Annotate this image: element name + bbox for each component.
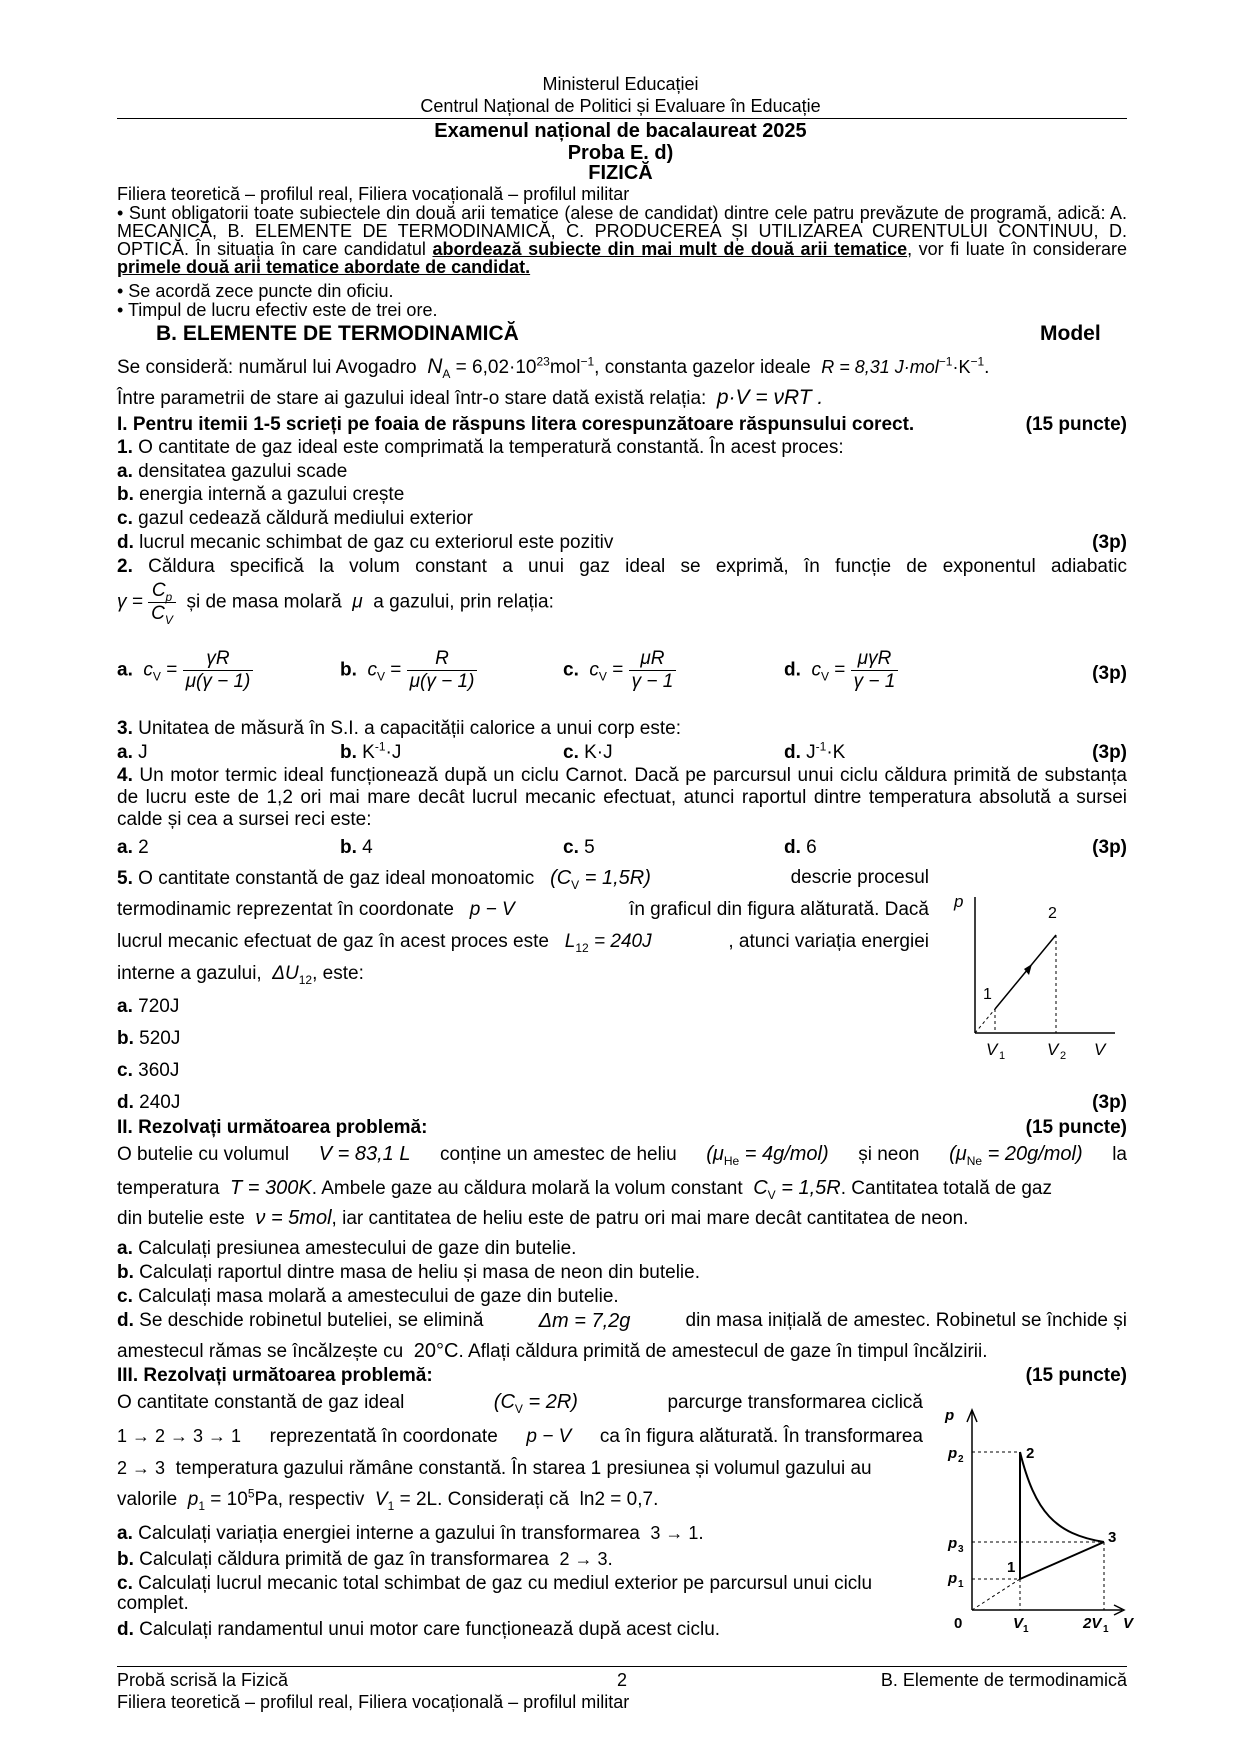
part3-title-row bbox=[117, 1364, 1127, 1388]
q5-origin-dash bbox=[975, 1009, 995, 1033]
p2-l2a: temperatura bbox=[117, 1178, 220, 1199]
q2-c-lhs: c bbox=[589, 659, 599, 681]
constants-text: Se consideră: numărul lui Avogadro bbox=[117, 357, 417, 378]
q5-du: ΔU bbox=[272, 963, 299, 984]
p2-l1a: O butelie cu volumul bbox=[117, 1144, 290, 1165]
q4-a-label: a. bbox=[117, 837, 133, 858]
p2-l1b: conține un amestec de heliu bbox=[440, 1144, 677, 1165]
q4-options bbox=[117, 836, 1127, 860]
p3-item-a: a. Calculați variația energiei interne a gazului în transformarea 3 → 1. bbox=[117, 1523, 704, 1544]
p3-l4c: . Considerați că bbox=[437, 1489, 570, 1510]
p3-p1-sub: 1 bbox=[958, 1579, 964, 1590]
footer-profile: Filiera teoretică – profilul real, Filiera vocațională – profilul militar bbox=[117, 1692, 630, 1712]
q5-cv: (C bbox=[550, 867, 572, 889]
q4-points: (3p) bbox=[1092, 837, 1127, 858]
p3-b-text: Calculați căldura primită de gaz în transformarea bbox=[133, 1549, 549, 1570]
p3-c-text: Calculați lucrul mecanic total schimbat de gaz cu mediul exterior pe parcursul unui ciclu complet. bbox=[117, 1573, 873, 1614]
q4-a-text: 2 bbox=[132, 837, 149, 858]
q2-b-fraction bbox=[407, 648, 478, 693]
p2-item-c bbox=[117, 1285, 1127, 1309]
p3-l1a: O cantitate constantă de gaz ideal bbox=[117, 1392, 405, 1413]
p3-cv-sym: (C bbox=[493, 1391, 515, 1413]
p3-cv-val: = 2R) bbox=[522, 1391, 578, 1413]
p3-p2-sub: 2 bbox=[958, 1454, 964, 1465]
q5-du-sub: 12 bbox=[298, 972, 313, 987]
p3-ln2: ln2 = 0,7 bbox=[579, 1489, 654, 1510]
part2-title-row bbox=[117, 1116, 1127, 1140]
constants-line: Se consideră: numărul lui Avogadro $N_A = 6,02\cdot 10^{23}mol^{-1}$, constanta gazelor ideale R = 8,31 $J\cdot mol^{-1}\cdot K^{-1}$. bbox=[117, 354, 990, 381]
q5-c-text: 360J bbox=[132, 1060, 180, 1081]
q4-stem bbox=[117, 765, 1127, 831]
p3-state-3-label: 3 bbox=[1108, 1529, 1117, 1546]
p2-item-a bbox=[117, 1237, 1127, 1261]
p3-v1-sub: 1 bbox=[387, 1498, 395, 1513]
q5-line3 bbox=[117, 930, 929, 954]
q3-text: Unitatea de măsură în S.I. a capacității calorice a unui corp este: bbox=[132, 718, 681, 739]
q2-options bbox=[117, 648, 1127, 704]
part3-points: (15 puncte) bbox=[1025, 1365, 1127, 1386]
q3-b-tail: ·J bbox=[385, 742, 402, 763]
q5-cv-sub: V bbox=[571, 877, 580, 892]
part3-line3 bbox=[117, 1456, 923, 1481]
q3-b-exp: -1 bbox=[374, 739, 386, 754]
q4-c-label: c. bbox=[563, 837, 579, 858]
q2-d-den: γ − 1 bbox=[853, 671, 896, 692]
footer-right: B. Elemente de termodinamică bbox=[880, 1670, 1127, 1690]
q2-d-lhs-sub: V bbox=[820, 669, 829, 684]
q5-line2 bbox=[117, 898, 929, 922]
q5-pv: p − V bbox=[469, 899, 515, 920]
cv-sub: V bbox=[164, 612, 173, 627]
q5-d-text: 240J bbox=[133, 1092, 181, 1113]
q1-c-label: c. bbox=[117, 508, 133, 529]
part2-points: (15 puncte) bbox=[1025, 1117, 1127, 1138]
q3-option-c bbox=[563, 741, 613, 765]
p3-item-c bbox=[117, 1574, 923, 1614]
p3-v1-label: V bbox=[1013, 1615, 1024, 1632]
p2-item-b bbox=[117, 1261, 1127, 1285]
q5-axis-p-label: p bbox=[954, 892, 964, 911]
p3-pv-graph bbox=[940, 1402, 1135, 1637]
p3-a-text: Calculați variația energiei interne a gazului în transformarea bbox=[132, 1523, 640, 1544]
q5-line4b: , este: bbox=[312, 963, 364, 984]
q4-option-c bbox=[563, 836, 595, 860]
q2-option-a: a. $c_V$ = $\frac{\gamma R}{\mu(\gamma - 1)}$ bbox=[117, 648, 253, 693]
p3-a-label: a. bbox=[117, 1523, 133, 1544]
p3-p1: p bbox=[187, 1489, 199, 1510]
q2-c-label: c. bbox=[563, 659, 579, 681]
q4-option-d bbox=[784, 836, 817, 860]
p3-p3-label: p bbox=[948, 1535, 958, 1552]
q3-option-a bbox=[117, 741, 148, 765]
rule1-bold2: primele două arii tematice abordate de candidat. bbox=[117, 257, 531, 277]
part1-title: I. Pentru itemii 1-5 scrieți pe foaia de răspuns litera corespunzătoare răspunsului corect. bbox=[117, 414, 915, 435]
p3-p2-label: p bbox=[948, 1445, 958, 1462]
part1-points: (15 puncte) bbox=[1025, 414, 1127, 435]
na-value: = 6,02·10 bbox=[450, 357, 537, 378]
q1-b-text: energia internă a gazului crește bbox=[133, 484, 405, 505]
q4-b-text: 4 bbox=[356, 837, 373, 858]
q5-v1-label: V bbox=[986, 1040, 998, 1059]
p2-volume: V = 83,1 L bbox=[318, 1143, 411, 1165]
relation-text: Între parametrii de stare ai gazului ideal într-o stare dată există relația: bbox=[117, 388, 707, 409]
relation-line bbox=[117, 386, 1127, 411]
r-exp2: −1 bbox=[970, 354, 985, 369]
q4-number: 4. bbox=[117, 765, 133, 786]
part2-line1 bbox=[117, 1142, 1127, 1167]
p3-2v1-label: 2V bbox=[1083, 1615, 1102, 1632]
rule1-mid: , vor fi luate în considerare bbox=[907, 239, 1127, 259]
p2-dm: Δm = 7,2g bbox=[538, 1310, 631, 1332]
q2-c-lhs-sub: V bbox=[598, 669, 607, 684]
part2-line3 bbox=[117, 1206, 1127, 1231]
exam-title: Examenul național de bacalaureat 2025 bbox=[434, 120, 807, 142]
q3-option-b bbox=[340, 741, 401, 765]
q3-stem bbox=[117, 717, 1127, 741]
p2-l3b: , iar cantitatea de heliu este de patru ori mai mare decât cantitatea de neon. bbox=[331, 1208, 969, 1229]
p3-l3b: temperatura gazului rămâne constantă. În starea 1 presiunea și volumul gazului au bbox=[175, 1458, 872, 1479]
model-label: Model bbox=[1040, 322, 1101, 345]
gamma-fraction bbox=[148, 580, 176, 625]
q5-line2a: termodinamic reprezentat în coordonate bbox=[117, 899, 454, 920]
na-sub: A bbox=[442, 366, 451, 381]
q3-d-exp: -1 bbox=[815, 739, 827, 754]
q1-option-b bbox=[117, 483, 1127, 507]
q2-a-lhs: c bbox=[143, 659, 153, 681]
p3-t23: 2 → 3 bbox=[117, 1458, 166, 1478]
q5-b-text: 520J bbox=[133, 1028, 181, 1049]
p3-zero-label: 0 bbox=[954, 1615, 963, 1632]
q5-v2-label: V bbox=[1047, 1040, 1059, 1059]
q5-a-label: a. bbox=[117, 996, 133, 1017]
q2-option-d: d. $c_V$ = $\frac{\text{μγR}}{\gamma - 1}$ bbox=[784, 648, 898, 693]
q2-b-num: R bbox=[407, 648, 478, 671]
cp-symbol: C bbox=[151, 580, 166, 601]
exam-rules bbox=[117, 204, 1127, 276]
q5-option-a bbox=[117, 995, 179, 1019]
p2-mu-he-sub: He bbox=[723, 1153, 740, 1168]
q3-d-text: J bbox=[800, 742, 816, 763]
q5-c-label: c. bbox=[117, 1060, 133, 1081]
p2-c-label: c. bbox=[117, 1286, 133, 1307]
p2-cv: C bbox=[753, 1177, 768, 1199]
p3-c-label: c. bbox=[117, 1573, 133, 1594]
p3-state-2-label: 2 bbox=[1026, 1445, 1035, 1462]
p2-a-text: Calculați presiunea amestecului de gaze din butelie. bbox=[132, 1238, 577, 1259]
q1-stem bbox=[117, 436, 1127, 460]
q5-process-line bbox=[995, 935, 1056, 1009]
rule3: • Timpul de lucru efectiv este de trei ore. bbox=[117, 300, 438, 320]
q5-line4 bbox=[117, 962, 364, 986]
q2-text2: și de masa molară bbox=[186, 591, 342, 613]
q3-points: (3p) bbox=[1092, 742, 1127, 763]
q4-option-a bbox=[117, 836, 149, 860]
q5-l12-val: = 240J bbox=[588, 931, 652, 952]
subject-title: FIZICĂ bbox=[588, 162, 653, 184]
q2-gamma-line bbox=[117, 580, 554, 625]
p3-origin-dash bbox=[972, 1579, 1020, 1610]
q3-d-label: d. bbox=[784, 742, 801, 763]
q3-a-label: a. bbox=[117, 742, 133, 763]
q1-a-label: a. bbox=[117, 461, 133, 482]
gamma-symbol: γ = bbox=[117, 591, 143, 613]
r-value: R = 8,31 J·mol bbox=[821, 357, 939, 377]
ministry-name: Ministerul Educației bbox=[542, 74, 699, 94]
p2-item-d-line2 bbox=[117, 1339, 1127, 1364]
q2-a-fraction bbox=[183, 648, 254, 693]
q5-line3a: lucrul mecanic efectuat de gaz în acest proces este bbox=[117, 931, 549, 952]
p3-l1b: parcurge transformarea ciclică bbox=[667, 1392, 923, 1413]
p3-d-text: Calculați randamentul unui motor care funcționează după acest ciclu. bbox=[133, 1619, 721, 1640]
q2-option-c: c. $c_V$ = $\frac{\mu R}{\gamma - 1}$ bbox=[563, 648, 676, 693]
q5-line3b: , atunci variația energiei bbox=[728, 931, 929, 952]
proba-label: Proba E. d) bbox=[567, 142, 674, 164]
q3-number: 3. bbox=[117, 718, 133, 739]
p2-d-line2b: . Aflați căldura primită de amestecul de gaze în timpul încălzirii. bbox=[458, 1341, 988, 1362]
q1-number: 1. bbox=[117, 437, 133, 458]
part2-title: II. Rezolvați următoarea problemă: bbox=[117, 1117, 428, 1138]
part3-line4: valorile $p_1 = 10^5Pa$, respectiv $V_1 = 2L$. Considerați că ln2 = 0,7. bbox=[117, 1486, 659, 1513]
q5-a-text: 720J bbox=[132, 996, 180, 1017]
q2-text3: a gazului, prin relația: bbox=[373, 591, 554, 613]
rule1-text: • Sunt obligatorii toate subiectele din două arii tematice (alese de candidat) dintre cele patru prevăzute de programă, adică: A. MECANICĂ, B. ELEMENTE DE TERMODINAMICĂ, C. PRODUCEREA ȘI UTILIZAREA CURENTULUI CONTINUU, D. OPTICĂ. În situația în care candidatul bbox=[117, 203, 1127, 259]
q2-b-label: b. bbox=[340, 659, 357, 681]
q5-points: (3p) bbox=[1092, 1092, 1127, 1113]
footer-page-number: 2 bbox=[617, 1670, 628, 1690]
q4-d-text: 6 bbox=[800, 837, 817, 858]
q1-points: (3p) bbox=[1092, 532, 1127, 553]
p2-l1c: și neon bbox=[858, 1144, 920, 1165]
footer-left: Probă scrisă la Fizică bbox=[117, 1670, 289, 1690]
q5-v2-sub: 2 bbox=[1060, 1050, 1067, 1060]
na-exp: 23 bbox=[536, 354, 550, 369]
q3-c-text: K·J bbox=[578, 742, 613, 763]
q4-c-text: 5 bbox=[578, 837, 595, 858]
p2-a-label: a. bbox=[117, 1238, 133, 1259]
p3-state-1-label: 1 bbox=[1007, 1559, 1016, 1576]
q2-b-lhs-sub: V bbox=[376, 669, 385, 684]
mu-symbol: μ bbox=[352, 591, 363, 613]
p2-mu-he-sym: (μ bbox=[706, 1143, 724, 1165]
p3-v1-val: = 2L bbox=[394, 1489, 438, 1510]
q5-axis-v-label: V bbox=[1094, 1040, 1106, 1059]
q2-a-label: a. bbox=[117, 659, 133, 681]
p3-l4b: , respectiv bbox=[277, 1489, 365, 1510]
q2-stem bbox=[117, 555, 1127, 579]
p3-axis-v-label: V bbox=[1123, 1615, 1134, 1632]
p2-temp: T = 300K bbox=[230, 1177, 312, 1199]
q5-line4a: interne a gazului, bbox=[117, 963, 262, 984]
q1-d-text: lucrul mecanic schimbat de gaz cu exteriorul este pozitiv bbox=[133, 532, 614, 553]
q2-c-num: μR bbox=[629, 648, 677, 671]
q2-a-num: γR bbox=[183, 648, 254, 671]
q1-option-c bbox=[117, 507, 1127, 531]
header-rule bbox=[117, 118, 1127, 119]
q1-d-label: d. bbox=[117, 532, 134, 553]
part3-title: III. Rezolvați următoarea problemă: bbox=[117, 1365, 433, 1386]
q2-text: Căldura specifică la volum constant a unui gaz ideal se exprimă, în funcție de exponentul adiabatic bbox=[132, 556, 1127, 577]
q4-d-label: d. bbox=[784, 837, 801, 858]
na-unit: mol bbox=[549, 357, 581, 378]
p2-dt: 20°C bbox=[413, 1340, 459, 1362]
p3-b-label: b. bbox=[117, 1549, 134, 1570]
p3-cv bbox=[494, 1390, 578, 1415]
p2-b-text: Calculați raportul dintre masa de heliu și masa de neon din butelie. bbox=[133, 1262, 700, 1283]
q5-text-b: descrie procesul bbox=[790, 867, 929, 888]
cv-symbol: C bbox=[151, 603, 165, 624]
q2-b-lhs: c bbox=[367, 659, 377, 681]
part3-line1 bbox=[117, 1390, 923, 1415]
q2-c-den: γ − 1 bbox=[631, 671, 674, 692]
q5-pv-graph bbox=[950, 885, 1125, 1060]
p3-p1-exp: 5 bbox=[247, 1486, 255, 1501]
p3-p1-val: = 10 bbox=[205, 1489, 248, 1510]
p2-mu-he bbox=[706, 1142, 828, 1167]
p2-d-text1: Se deschide robinetul buteliei, se elimină bbox=[133, 1310, 484, 1331]
p2-mu-ne bbox=[949, 1142, 1083, 1167]
na-unit-exp: −1 bbox=[580, 354, 595, 369]
p3-v1: V bbox=[374, 1489, 388, 1510]
p2-l3a: din butelie este bbox=[117, 1208, 245, 1229]
q1-option-a bbox=[117, 460, 1127, 484]
p2-nu: ν = 5mol bbox=[255, 1207, 332, 1229]
p3-pv: p − V bbox=[526, 1426, 572, 1447]
part2-line2 bbox=[117, 1176, 1127, 1201]
q1-option-d bbox=[117, 531, 1127, 555]
p3-process-31 bbox=[1020, 1542, 1104, 1579]
q4-text: Un motor termic ideal funcționează după un ciclu Carnot. Dacă pe parcursul unui ciclu căldura primită de substanța de lucru este de 1,2 ori mai mare decât lucrul mecanic efectuat, atunci raportul dintre temperatura absolută a sursei calde și cea a sursei reci este: bbox=[117, 765, 1127, 830]
q2-d-fraction bbox=[851, 648, 899, 693]
p2-d-line2a: amestecul rămas se încălzește cu bbox=[117, 1341, 404, 1362]
center-name: Centrul Național de Politici și Evaluare în Educație bbox=[420, 96, 821, 116]
p3-p1-unit: Pa bbox=[254, 1489, 278, 1510]
q3-d-tail: ·K bbox=[826, 742, 846, 763]
p3-item-b: b. Calculați căldura primită de gaz în transformarea 2 → 3. bbox=[117, 1549, 613, 1570]
na-symbol: N bbox=[427, 355, 443, 378]
p3-v1-sub: 1 bbox=[1023, 1624, 1029, 1635]
q2-d-num: μγR bbox=[851, 648, 899, 671]
section-title: B. ELEMENTE DE TERMODINAMICĂ bbox=[156, 322, 519, 345]
p3-item-d bbox=[117, 1618, 720, 1642]
p3-2v1-sub: 1 bbox=[1103, 1624, 1109, 1635]
p2-b-label: b. bbox=[117, 1262, 134, 1283]
r-exp1: −1 bbox=[938, 354, 953, 369]
p2-mu-ne-val: = 20g/mol) bbox=[982, 1143, 1083, 1165]
p2-l2b: . Ambele gaze au căldura molară la volum constant bbox=[311, 1178, 743, 1199]
p2-mu-ne-sub: Ne bbox=[966, 1153, 983, 1168]
p2-cv-val: = 1,5R bbox=[775, 1177, 841, 1199]
p3-l2a: reprezentată în coordonate bbox=[269, 1426, 498, 1447]
q2-d-lhs: c bbox=[811, 659, 821, 681]
q2-d-label: d. bbox=[784, 659, 801, 681]
p2-item-d bbox=[117, 1309, 1127, 1333]
p2-l1d: la bbox=[1112, 1144, 1127, 1165]
footer-rule bbox=[117, 1666, 1127, 1667]
q1-a-text: densitatea gazului scade bbox=[132, 461, 348, 482]
p3-process-23 bbox=[1020, 1452, 1104, 1542]
q3-b-text: K bbox=[356, 742, 375, 763]
p3-a-tr: 3 → 1 bbox=[650, 1523, 699, 1543]
q5-option-d bbox=[117, 1091, 1127, 1115]
q5-l12: L bbox=[564, 931, 576, 952]
part1-title-row bbox=[117, 413, 1127, 437]
q5-line2b: în graficul din figura alăturată. Dacă bbox=[629, 899, 929, 920]
q3-b-label: b. bbox=[340, 742, 357, 763]
q1-b-label: b. bbox=[117, 484, 134, 505]
p3-b-tr: 2 → 3 bbox=[559, 1549, 608, 1569]
p3-l2b: ca în figura alăturată. În transformarea bbox=[599, 1426, 923, 1447]
q1-c-text: gazul cedează căldură mediului exterior bbox=[132, 508, 473, 529]
q5-text: O cantitate constantă de gaz ideal monoatomic bbox=[132, 868, 535, 889]
relation-formula: p·V = νRT . bbox=[716, 386, 824, 409]
q5-cv-tail: = 1,5R) bbox=[579, 867, 651, 889]
q3-c-label: c. bbox=[563, 742, 579, 763]
p2-c-text: Calculați masa molară a amestecului de gaze din butelie. bbox=[132, 1286, 619, 1307]
p3-p1-label: p bbox=[948, 1570, 958, 1587]
q1-text: O cantitate de gaz ideal este comprimată la temperatură constantă. În acest proces: bbox=[132, 437, 844, 458]
q5-l12-sub: 12 bbox=[575, 940, 589, 955]
p3-axis-p-label: p bbox=[945, 1407, 955, 1424]
q5-line1 bbox=[117, 866, 929, 891]
q2-a-lhs-sub: V bbox=[152, 669, 161, 684]
q2-c-fraction bbox=[629, 648, 677, 693]
p3-cycle: 1 → 2 → 3 → 1 bbox=[117, 1426, 242, 1446]
rule1-bold: abordează subiecte din mai mult de două arii tematice bbox=[432, 239, 908, 259]
p2-mu-ne-sym: (μ bbox=[949, 1143, 967, 1165]
q5-state-1-label: 1 bbox=[983, 986, 992, 1003]
q3-a-text: J bbox=[132, 742, 148, 763]
q3-options bbox=[117, 741, 1127, 765]
p3-d-label: d. bbox=[117, 1619, 134, 1640]
q5-state-2-label: 2 bbox=[1048, 905, 1057, 922]
q2-b-den: μ(γ − 1) bbox=[409, 671, 475, 692]
q3-option-d bbox=[784, 741, 845, 765]
p3-cv-sub: V bbox=[514, 1401, 523, 1416]
p3-p3-sub: 3 bbox=[958, 1544, 964, 1555]
constants-text-b: , constanta gazelor ideale bbox=[594, 357, 811, 378]
q5-v1-sub: 1 bbox=[999, 1050, 1006, 1060]
p2-cv-sub: V bbox=[767, 1187, 776, 1202]
p2-mu-he-val: = 4g/mol) bbox=[739, 1143, 829, 1165]
q5-b-label: b. bbox=[117, 1028, 134, 1049]
part3-line2 bbox=[117, 1424, 923, 1449]
cp-sub: p bbox=[165, 589, 173, 604]
q2-option-b: b. $c_V$ = $\frac{R}{\mu(\gamma - 1)}$ bbox=[340, 648, 477, 693]
profile-line: Filiera teoretică – profilul real, Filiera vocațională – profilul militar bbox=[117, 184, 630, 204]
p2-l2c: . Cantitatea totală de gaz bbox=[840, 1178, 1052, 1199]
p3-l4a: valorile bbox=[117, 1489, 178, 1510]
p2-d-text2: din masa inițială de amestec. Robinetul se închide și bbox=[685, 1310, 1127, 1331]
q5-number: 5. bbox=[117, 868, 133, 889]
q2-number: 2. bbox=[117, 556, 133, 577]
q2-a-den: μ(γ − 1) bbox=[185, 671, 251, 692]
q2-points: (3p) bbox=[1092, 663, 1127, 684]
q4-option-b bbox=[340, 836, 373, 860]
p3-p1-sub: 1 bbox=[198, 1498, 206, 1513]
q5-option-c bbox=[117, 1059, 179, 1083]
p2-d-label: d. bbox=[117, 1310, 134, 1331]
q5-d-label: d. bbox=[117, 1092, 134, 1113]
rule2: • Se acordă zece puncte din oficiu. bbox=[117, 281, 394, 301]
r-mid: ·K bbox=[952, 357, 971, 377]
q4-b-label: b. bbox=[340, 837, 357, 858]
q5-option-b bbox=[117, 1027, 180, 1051]
